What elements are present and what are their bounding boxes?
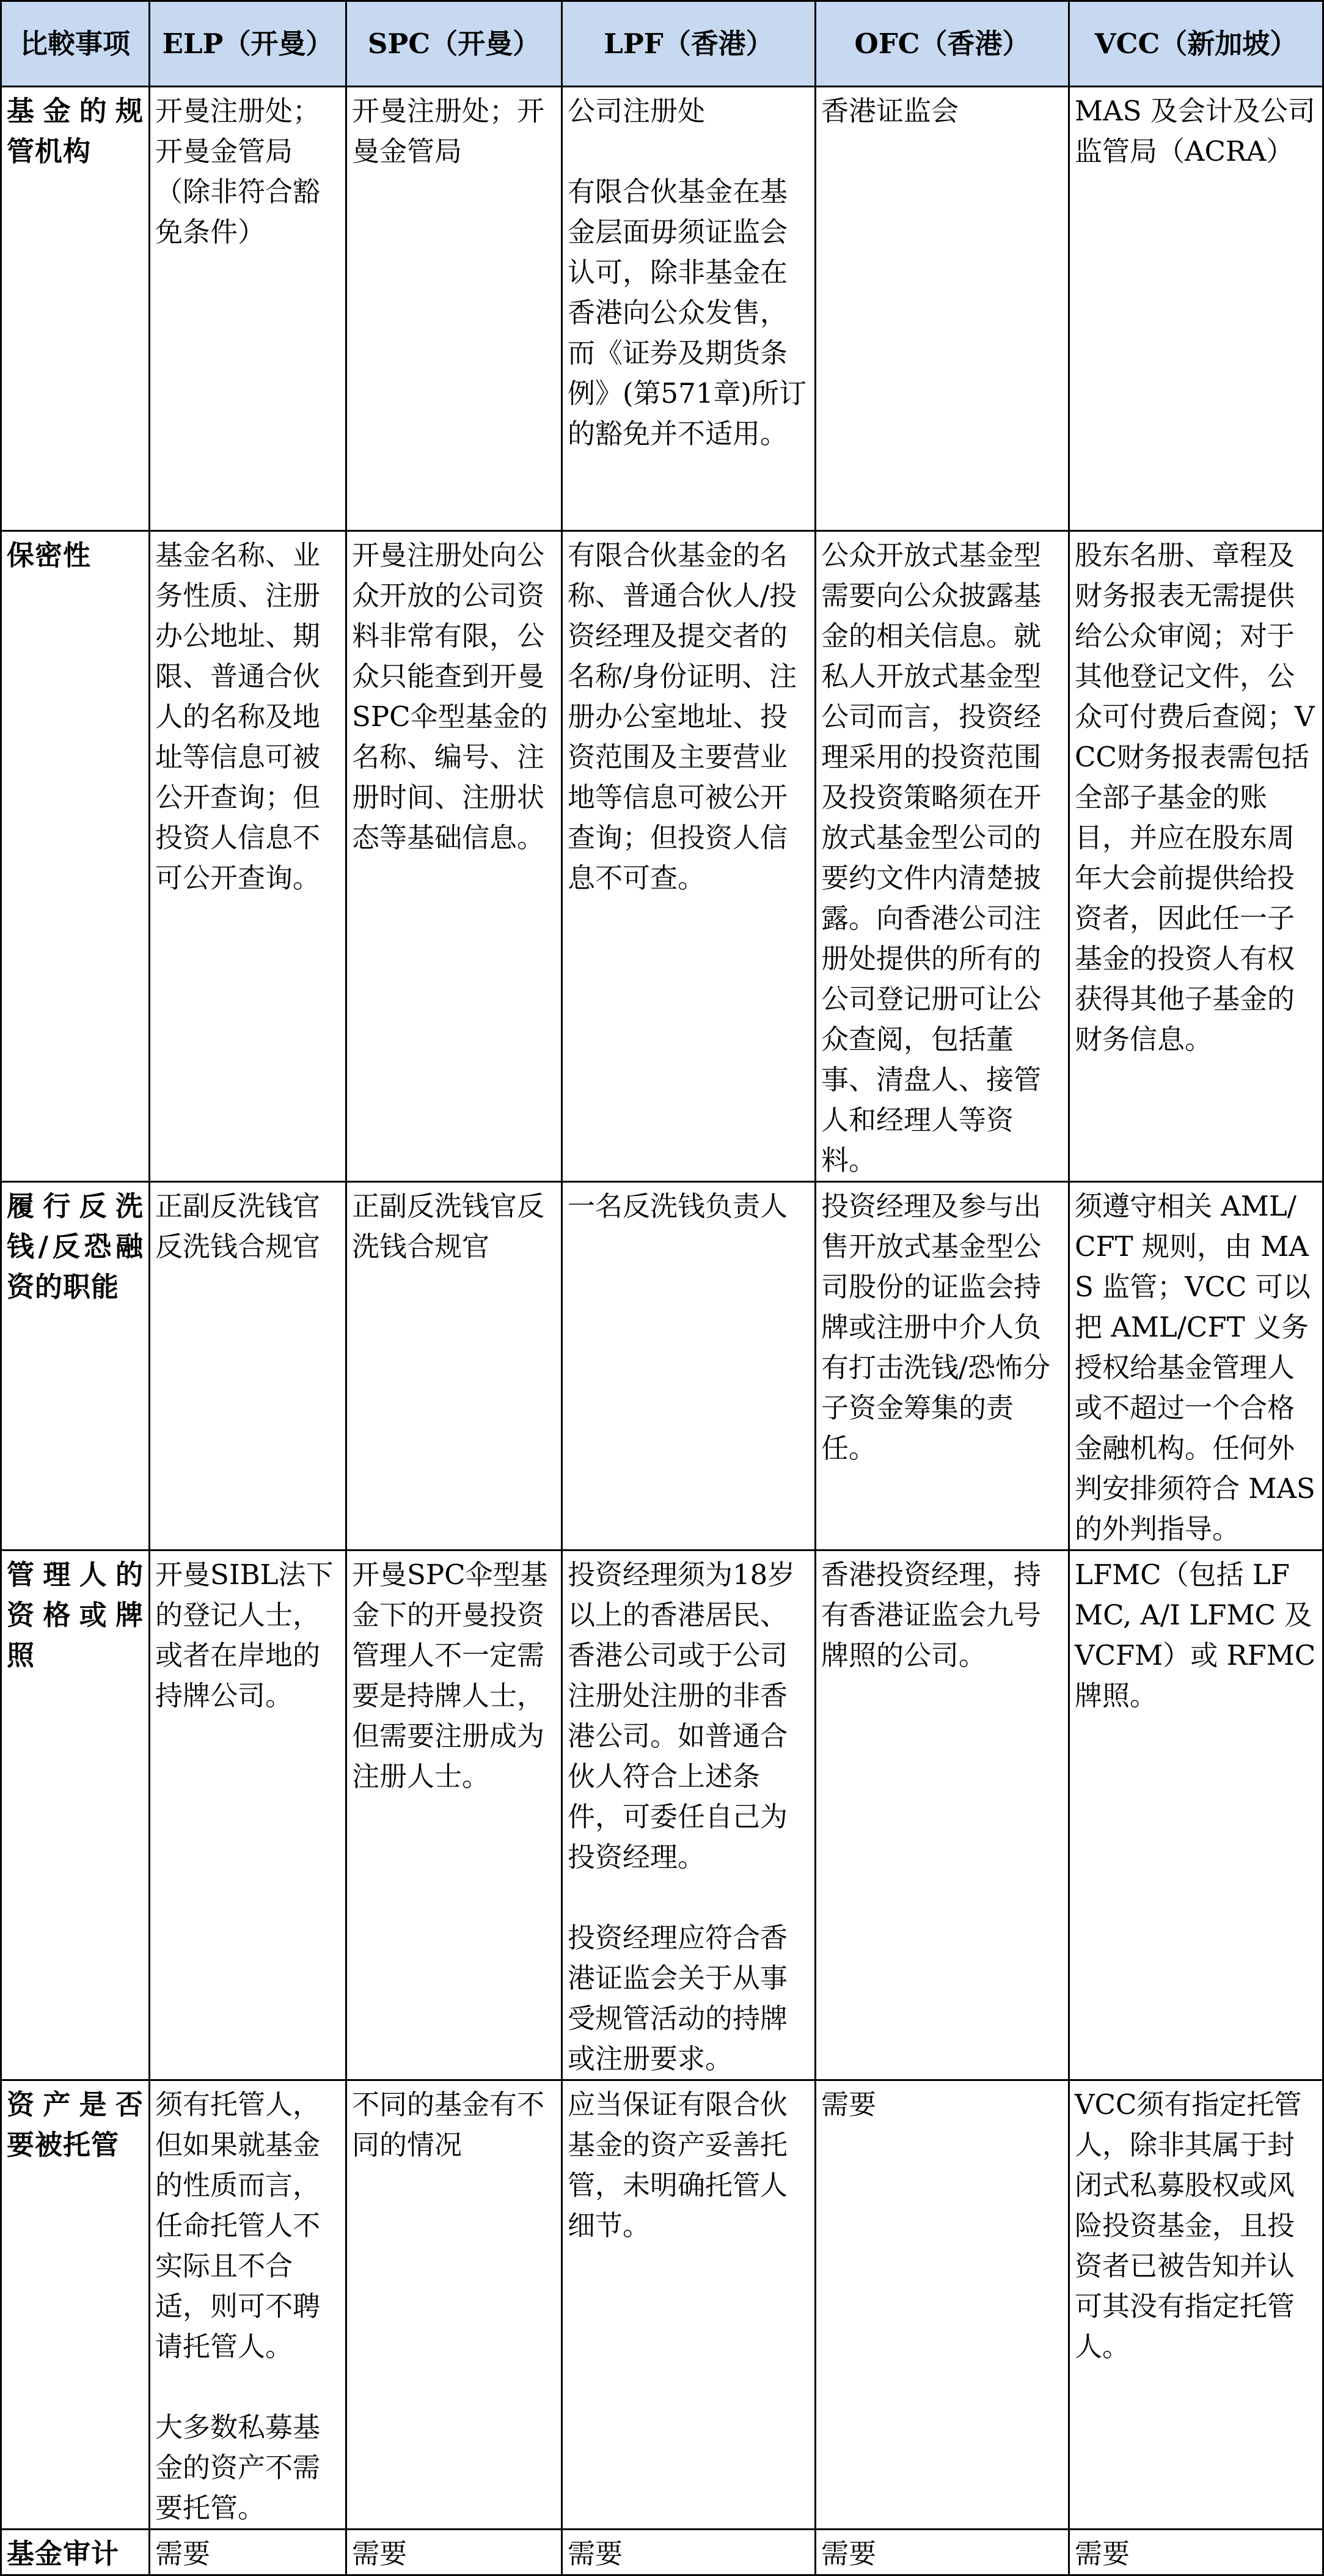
table-cell: 基金名称、业务性质、注册办公地址、期限、普通合伙人的名称及地址等信息可被公开查询；但投资人信息不可公开查询。 xyxy=(150,531,346,1182)
row-label: 保密性 xyxy=(1,531,150,1182)
table-cell: 投资经理及参与出售开放式基金型公司股份的证监会持牌或注册中介人负有打击洗钱/恐怖分子资金筹集的责任。 xyxy=(816,1182,1069,1550)
table-cell: 开曼SIBL法下的登记人士，或者在岸地的持牌公司。 xyxy=(150,1550,346,2080)
table-cell: MAS 及会计及公司监管局（ACRA） xyxy=(1069,87,1323,531)
table-cell: 有限合伙基金的名称、普通合伙人/投资经理及提交者的名称/身份证明、注册办公室地址、投资范围及主要营业地等信息可被公开查询；但投资人信息不可查。 xyxy=(562,531,816,1182)
table-cell: VCC须有指定托管人，除非其属于封闭式私募股权或风险投资基金，且投资者已被告知并认可其没有指定托管人。 xyxy=(1069,2080,1323,2530)
table-row xyxy=(1,2080,1323,2530)
table-cell: 正副反洗钱官反洗钱合规官 xyxy=(346,1182,562,1550)
table-cell: 开曼SPC伞型基金下的开曼投资管理人不一定需要是持牌人士，但需要注册成为注册人士。 xyxy=(346,1550,562,2080)
row-label: 资产是否要被托管 xyxy=(1,2080,150,2530)
table-cell: 一名反洗钱负责人 xyxy=(562,1182,816,1550)
table-cell: LFMC（包括 LFMC, A/I LFMC 及 VCFM）或 RFMC 牌照。 xyxy=(1069,1550,1323,2080)
table-cell: 不同的基金有不同的情况 xyxy=(346,2080,562,2530)
table-row xyxy=(1,2530,1323,2575)
table-cell: 开曼注册处；开曼金管局 xyxy=(346,87,562,531)
table-cell: 应当保证有限合伙基金的资产妥善托管，未明确托管人细节。 xyxy=(562,2080,816,2530)
table-cell: 开曼注册处；开曼金管局（除非符合豁免条件） xyxy=(150,87,346,531)
table-row xyxy=(1,531,1323,1182)
header-cell-vcc: VCC（新加坡） xyxy=(1069,1,1323,87)
header-cell-item: 比較事项 xyxy=(1,1,150,87)
table-cell: 需要 xyxy=(562,2530,816,2575)
row-label: 管理人的资格或牌照 xyxy=(1,1550,150,2080)
table-row xyxy=(1,1182,1323,1550)
header-cell-spc: SPC（开曼） xyxy=(346,1,562,87)
row-label: 履行反洗钱/反恐融资的职能 xyxy=(1,1182,150,1550)
table-cell: 需要 xyxy=(346,2530,562,2575)
table-row xyxy=(1,1550,1323,2080)
table-cell: 开曼注册处向公众开放的公司资料非常有限，公众只能查到开曼SPC伞型基金的名称、编号、注册时间、注册状态等基础信息。 xyxy=(346,531,562,1182)
table-cell: 香港证监会 xyxy=(816,87,1069,531)
header-cell-lpf: LPF（香港） xyxy=(562,1,816,87)
table-cell: 需要 xyxy=(816,2080,1069,2530)
table-cell: 正副反洗钱官反洗钱合规官 xyxy=(150,1182,346,1550)
table-row xyxy=(1,87,1323,531)
table-cell: 公司注册处 有限合伙基金在基金层面毋须证监会认可，除非基金在香港向公众发售，而《证券及期货条例》(第571章)所订的豁免并不适用。 xyxy=(562,87,816,531)
header-cell-elp: ELP（开曼） xyxy=(150,1,346,87)
header-row xyxy=(1,1,1323,87)
header-cell-ofc: OFC（香港） xyxy=(816,1,1069,87)
table-cell: 需要 xyxy=(150,2530,346,2575)
table-cell: 香港投资经理，持有香港证监会九号牌照的公司。 xyxy=(816,1550,1069,2080)
table-cell: 须有托管人，但如果就基金的性质而言，任命托管人不实际且不合适，则可不聘请托管人。 大多数私募基金的资产不需要托管。 xyxy=(150,2080,346,2530)
table-cell: 需要 xyxy=(1069,2530,1323,2575)
row-label: 基金的规管机构 xyxy=(1,87,150,531)
table-cell: 须遵守相关 AML/CFT 规则，由 MAS 监管；VCC 可以把 AML/CFT 义务授权给基金管理人或不超过一个合格金融机构。任何外判安排须符合 MAS 的外判指导。 xyxy=(1069,1182,1323,1550)
row-label: 基金审计 xyxy=(1,2530,150,2575)
table-cell: 投资经理须为18岁以上的香港居民、香港公司或于公司注册处注册的非香港公司。如普通合伙人符合上述条件，可委任自己为投资经理。 投资经理应符合香港证监会关于从事受规管活动的持牌或注册要求。 xyxy=(562,1550,816,2080)
table-cell: 公众开放式基金型需要向公众披露基金的相关信息。就私人开放式基金型公司而言，投资经理采用的投资范围及投资策略须在开放式基金型公司的要约文件内清楚披露。向香港公司注册处提供的所有的公司登记册可让公众查阅，包括董事、清盘人、接管人和经理人等资料。 xyxy=(816,531,1069,1182)
table-cell: 需要 xyxy=(816,2530,1069,2575)
table-cell: 股东名册、章程及财务报表无需提供给公众审阅；对于其他登记文件，公众可付费后查阅；VCC财务报表需包括全部子基金的账目，并应在股东周年大会前提供给投资者，因此任一子基金的投资人有权获得其他子基金的财务信息。 xyxy=(1069,531,1323,1182)
